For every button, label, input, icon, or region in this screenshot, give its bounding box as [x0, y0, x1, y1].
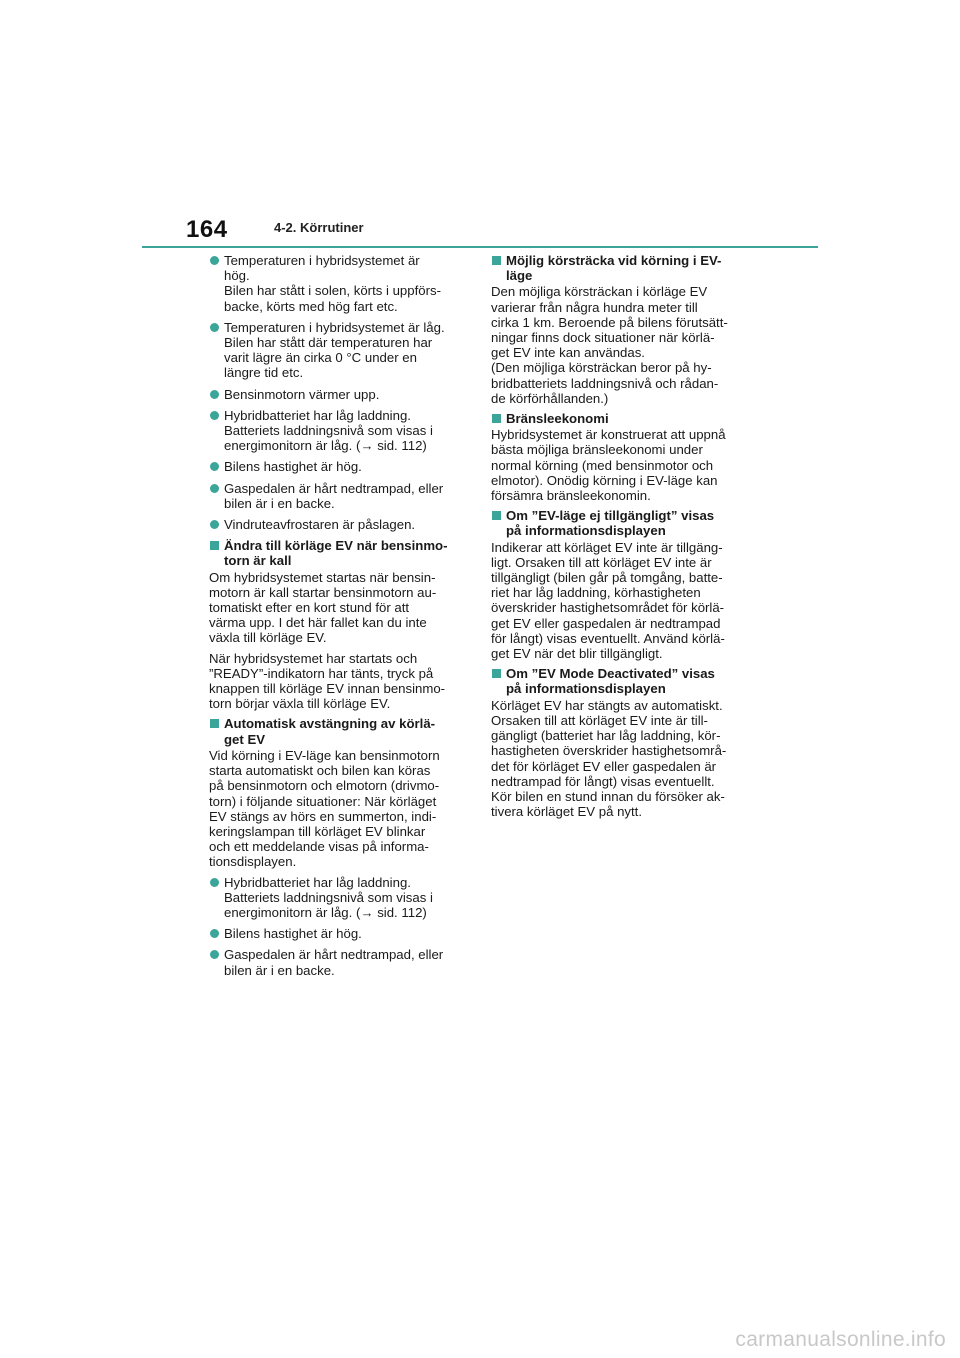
paragraph: Vid körning i EV-läge kan bensinmotorn starta automatiskt och bilen kan köras på bensinmotorn och elmotorn (drivmo- torn) i följande situationer: När körläget EV stängs av hörs en summerton, indi- keringslampan till körläget EV blinkar och ett meddelande visas på informa- tionsdisplayen.	[209, 747, 440, 870]
heading-text: Om ”EV Mode Deactivated” visas på informationsdisplayen	[506, 666, 715, 697]
heading-text: Bränsleekonomi	[506, 411, 609, 427]
bullet-text: Gaspedalen är hårt nedtrampad, eller bilen är i en backe.	[224, 480, 444, 511]
bullet-dot-icon	[210, 484, 219, 493]
square-marker-icon	[492, 414, 501, 423]
bullet-item	[209, 387, 467, 402]
bullet-dot-icon	[210, 411, 219, 420]
bullet-item	[209, 947, 467, 977]
paragraph: Indikerar att körläget EV inte är tillgäng- ligt. Orsaken till att körläget EV inte är tillgängligt (bilen går på tomgång, batte- riet har låg laddning, körhastigheten överskrider hastighetsområdet för körlä- get EV eller gaspedalen är nedtrampad för långt) visas eventuellt. Använd körlä- get EV när det blir tillgängligt.	[491, 539, 725, 662]
subsection-heading	[209, 716, 467, 746]
page-number: 164	[186, 216, 228, 243]
square-marker-icon	[492, 256, 501, 265]
section-title: 4-2. Körrutiner	[274, 220, 364, 235]
bullet-item	[209, 459, 467, 474]
paragraph: Körläget EV har stängts av automatiskt. Orsaken till att körläget EV inte är till- gängligt (batteriet har låg laddning, kör- hastigheten överskrider hastighetsområ- det för körläget EV eller gaspedalen är nedtrampad för långt) visas eventuellt. Kör bilen en stund innan du försöker ak- tivera körläget EV på nytt.	[491, 697, 727, 820]
square-marker-icon	[210, 541, 219, 550]
bullet-text: Bilens hastighet är hög.	[224, 459, 362, 475]
watermark: carmanualsonline.info	[735, 1328, 946, 1351]
bullet-dot-icon	[210, 950, 219, 959]
bullet-text: Hybridbatteriet har låg laddning. Batteriets laddningsnivå som visas i energimonitorn är låg. (→ sid. 112)	[224, 407, 433, 454]
subsection-heading	[491, 253, 751, 283]
bullet-dot-icon	[210, 256, 219, 265]
bullet-dot-icon	[210, 462, 219, 471]
bullet-text: Gaspedalen är hårt nedtrampad, eller bilen är i en backe.	[224, 947, 444, 978]
header-divider	[142, 246, 818, 248]
heading-text: Ändra till körläge EV när bensinmo- torn är kall	[224, 538, 448, 569]
left-column	[209, 253, 467, 984]
bullet-item	[209, 517, 467, 532]
right-column	[491, 253, 751, 824]
square-marker-icon	[210, 719, 219, 728]
bullet-item	[209, 253, 467, 314]
heading-text: Möjlig körsträcka vid körning i EV- läge	[506, 253, 722, 284]
subsection-heading	[209, 538, 467, 568]
bullet-item	[209, 875, 467, 921]
page-header	[142, 212, 818, 246]
paragraph: Hybridsystemet är konstruerat att uppnå bästa möjliga bränsleekonomi under normal körning (med bensinmotor och elmotor). Onödig körning i EV-läge kan försämra bränsleekonomin.	[491, 427, 726, 504]
bullet-text: Bilens hastighet är hög.	[224, 926, 362, 942]
bullet-text: Hybridbatteriet har låg laddning. Batteriets laddningsnivå som visas i energimonitorn är låg. (→ sid. 112)	[224, 874, 433, 920]
square-marker-icon	[492, 669, 501, 678]
bullet-dot-icon	[210, 878, 219, 887]
bullet-dot-icon	[210, 323, 219, 332]
subsection-heading	[491, 411, 751, 426]
bullet-dot-icon	[210, 390, 219, 399]
bullet-item	[209, 481, 467, 511]
paragraph: Den möjliga körsträckan i körläge EV varierar från några hundra meter till cirka 1 km. Beroende på bilens förutsätt- ningar finns dock situationer när körlä- get EV inte kan användas. (Den möjliga körsträckan beror på hy- bridbatteriets laddningsnivå och rådan- de körförhållanden.)	[491, 284, 728, 406]
bullet-text: Vindruteavfrostaren är påslagen.	[224, 517, 416, 533]
bullet-text: Bensinmotorn värmer upp.	[224, 386, 380, 402]
bullet-dot-icon	[210, 520, 219, 529]
bullet-text: Temperaturen i hybridsystemet är låg. Bilen har stått där temperaturen har varit lägre än cirka 0 °C under en längre tid etc.	[224, 319, 445, 381]
subsection-heading	[491, 666, 751, 696]
paragraph: När hybridsystemet har startats och ”READY”-indikatorn har tänts, tryck på knappen till körläge EV innan bensinmo- torn börjar växla till körläge EV.	[209, 650, 446, 712]
paragraph: Om hybridsystemet startas när bensin- motorn är kall startar bensinmotorn au- tomatiskt efter en kort stund för att värma upp. I det här fallet kan du inte växla till körläge EV.	[209, 569, 437, 646]
bullet-item	[209, 320, 467, 381]
bullet-item	[209, 408, 467, 454]
heading-text: Automatisk avstängning av körlä- get EV	[224, 716, 436, 747]
subsection-heading	[491, 508, 751, 538]
bullet-text: Temperaturen i hybridsystemet är hög. Bilen har stått i solen, körts i uppförs- backe, körts med hög fart etc.	[224, 253, 441, 314]
heading-text: Om ”EV-läge ej tillgängligt” visas på informationsdisplayen	[506, 508, 715, 539]
bullet-item	[209, 926, 467, 941]
square-marker-icon	[492, 511, 501, 520]
bullet-dot-icon	[210, 929, 219, 938]
